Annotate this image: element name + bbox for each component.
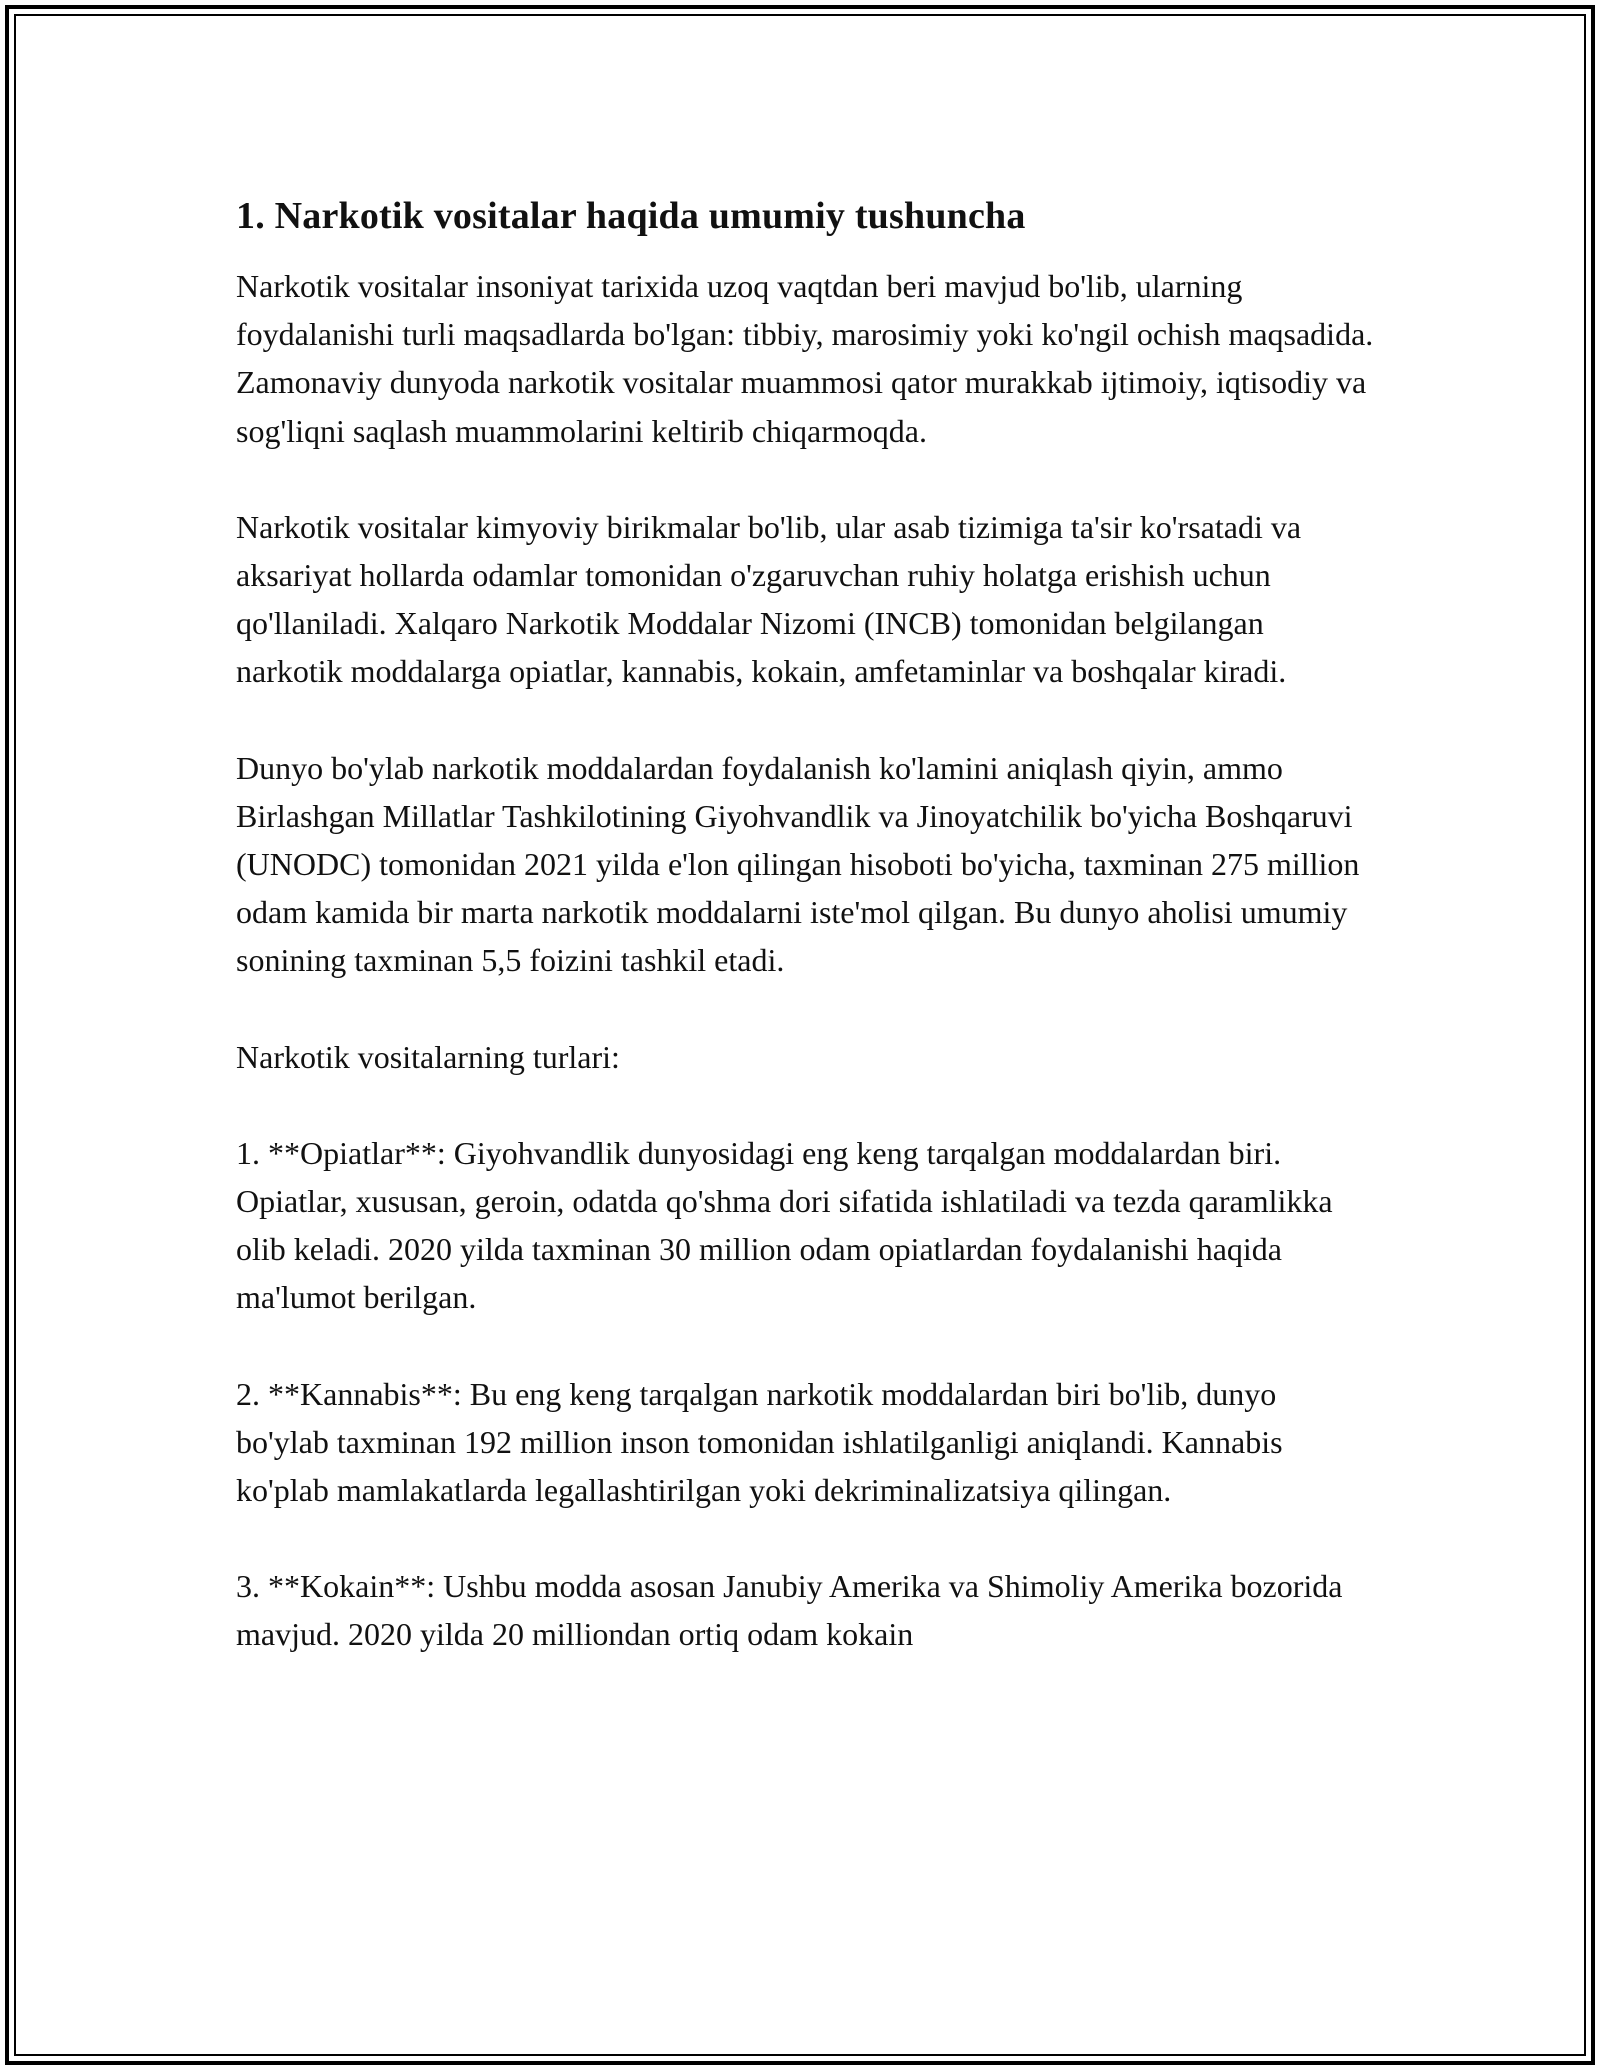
paragraph-types-heading: Narkotik vositalarning turlari: [236, 1038, 620, 1075]
list-item-cocaine: 3. **Kokain**: Ushbu modda asosan Janubiy Amerika va Shimoliy Amerika bozorida mavjud. 2020 yilda 20 milliondan ortiq odam kokain [236, 1568, 1343, 1653]
section-heading: 1. Narkotik vositalar haqida umumiy tushuncha [236, 195, 1026, 237]
paragraph-statistics: Dunyo bo'ylab narkotik moddalardan foydalanish ko'lamini aniqlash qiyin, ammo Birlashgan Millatlar Tashkilotining Giyohvandlik va Jinoyatchilik bo'yicha Boshqaruvi (UNODC) tomonidan 2021 yilda e'lon qilingan hisoboti bo'yicha, taxminan 275 million odam kamida bir marta narkotik moddalarni iste'mol qilgan. Bu dunyo aholisi umumiy sonining taxminan 5,5 foizini tashkil etadi. [236, 749, 1360, 979]
list-item-opiates: 1. **Opiatlar**: Giyohvandlik dunyosidagi eng keng tarqalgan moddalardan biri. Opiatlar, xususan, geroin, odatda qo'shma dori sifatida ishlatiladi va tezda qaramlikka olib keladi. 2020 yilda taxminan 30 million odam opiatlardan foydalanishi haqida ma'lumot berilgan. [236, 1134, 1333, 1316]
list-item-cannabis: 2. **Kannabis**: Bu eng keng tarqalgan narkotik moddalardan biri bo'lib, dunyo bo'ylab taxminan 192 million inson tomonidan ishlatilganligi aniqlandi. Kannabis ko'plab mamlakatlarda legallashtirilgan yoki dekriminalizatsiya qilingan. [236, 1375, 1283, 1509]
document-body [236, 190, 1376, 1659]
paragraph-definition: Narkotik vositalar kimyoviy birikmalar bo'lib, ular asab tizimiga ta'sir ko'rsatadi va aksariyat hollarda odamlar tomonidan o'zgaruvchan ruhiy holatga erishish uchun qo'llaniladi. Xalqaro Narkotik Moddalar Nizomi (INCB) tomonidan belgilangan narkotik moddalarga opiatlar, kannabis, kokain, amfetaminlar va boshqalar kiradi. [236, 508, 1302, 690]
paragraph-intro: Narkotik vositalar insoniyat tarixida uzoq vaqtdan beri mavjud bo'lib, ularning foydalanishi turli maqsadlarda bo'lgan: tibbiy, marosimiy yoki ko'ngil ochish maqsadida. Zamonaviy dunyoda narkotik vositalar muammosi qator murakkab ijtimoiy, iqtisodiy va sog'liqni saqlash muammolarini keltirib chiqarmoqda. [236, 268, 1374, 449]
